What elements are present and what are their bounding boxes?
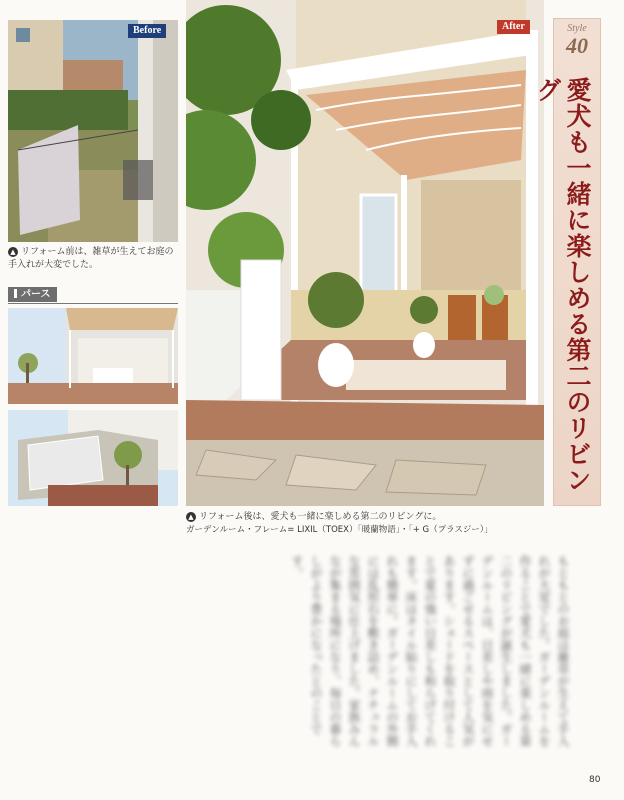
perse-section-header <box>8 287 178 304</box>
page-number: 80 <box>589 775 601 785</box>
article-title: 愛犬も一緒に楽しめる第二のリビング <box>533 77 592 493</box>
after-tag: After <box>497 20 530 34</box>
before-photo <box>8 20 178 242</box>
article-body: もともとのお庭は雑草が生えて手入れが大変でした。ガーデンルームを作ることで愛犬も一緒に楽しめる第二のリビングが誕生しました。ガーデンルームは、日差しや雨を気にせずに過ごせるスペースとして人気があります。シェードを取り付けることで夏の強い日差しも和らげてくれます。床はタイル貼りにしてお手入れも簡単に。ガーデンルームの外側には乱形石を敷き詰め、ナチュラルな雰囲気に仕上げました。家族みんなが集まる場所になり、毎日の暮らしがより豊かになったとのことです。 <box>290 555 570 747</box>
before-caption <box>8 246 180 272</box>
before-caption-text: リフォーム前は、雑草が生えてお庭の手入れが大変でした。 <box>8 247 174 270</box>
before-tag: Before <box>128 24 166 38</box>
arrow-up-circle-icon: ▲ <box>186 512 196 522</box>
after-caption-line2: ガーデンルーム・フレーム= LIXIL（TOEX）「暖蘭物語」・「+ G（プラスジー）」 <box>186 525 493 535</box>
perse-label: パース <box>8 287 57 302</box>
after-caption <box>186 511 556 537</box>
after-caption-line1: ▲ リフォーム後は、愛犬も一緒に楽しめる第二のリビングに。 <box>186 511 556 524</box>
perse-render-interior <box>8 308 178 404</box>
style-label: Style <box>567 23 587 34</box>
after-photo <box>186 0 544 506</box>
arrow-up-circle-icon: ▲ <box>8 247 18 257</box>
title-column <box>533 18 601 506</box>
perse-render-exterior <box>8 410 178 506</box>
style-number: 40 <box>566 33 588 58</box>
